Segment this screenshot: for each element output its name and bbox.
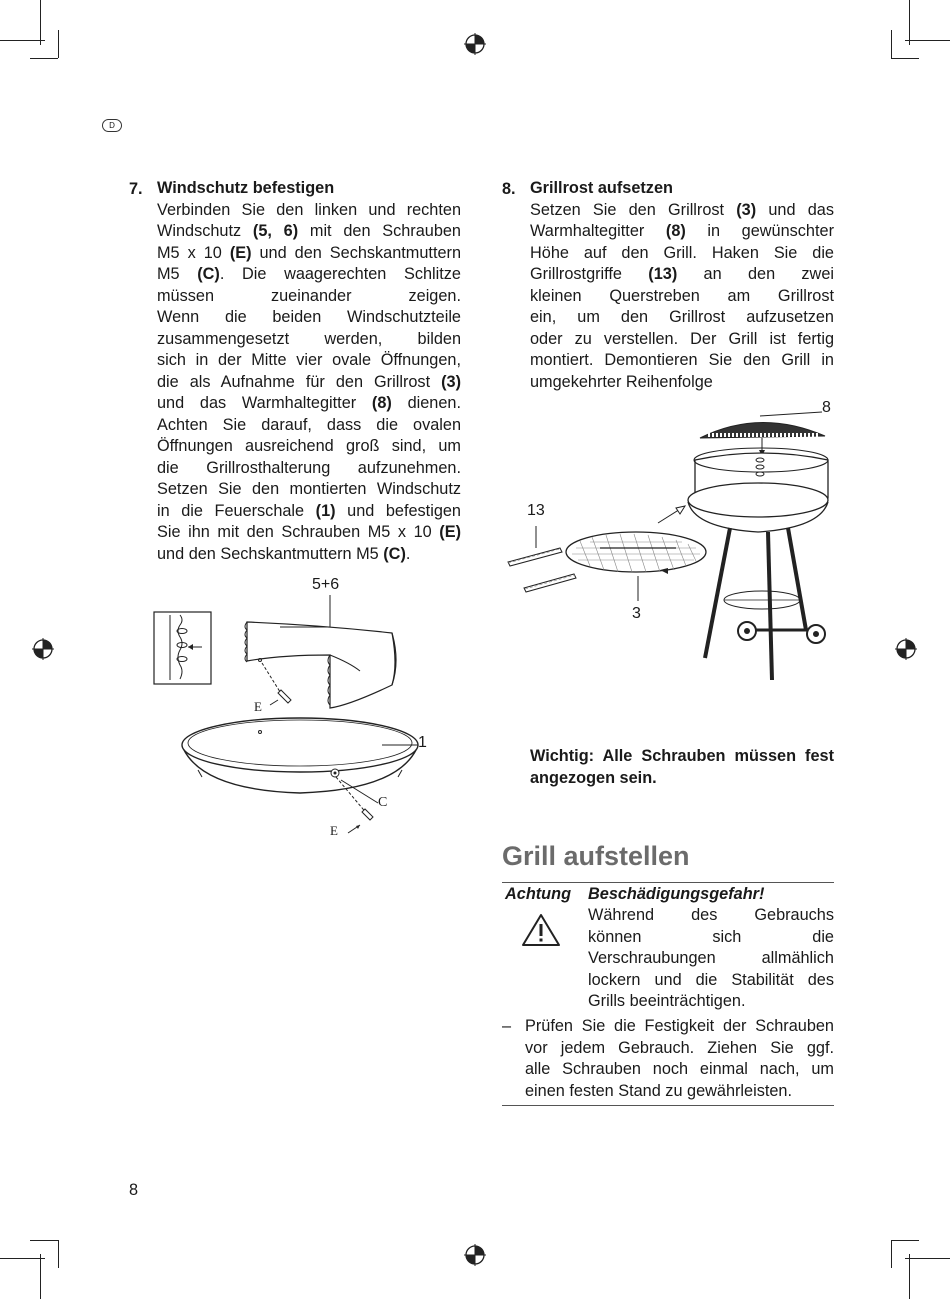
label-bowl: 1 (418, 734, 427, 751)
text-line: Setzen Sie den montierten Windschutz (157, 480, 461, 498)
step-8-number: 8. (502, 180, 516, 198)
text-line: müssen zueinander zeigen. (157, 286, 461, 305)
step-7-title: Windschutz befestigen (157, 179, 335, 197)
section-title: Grill aufstellen (502, 841, 690, 871)
text-line: Warmhaltegitter (8) in gewünschter (530, 222, 834, 240)
registration-mark-left (32, 638, 54, 660)
text-line: Verschraubungen allmählich (588, 949, 834, 967)
registration-mark-top (464, 33, 486, 55)
step-7-number: 7. (129, 180, 143, 198)
text-line: sich in der Mitte vier ovale Öffnungen, (157, 351, 461, 369)
text-line: Wenn die beiden Windschutzteile (157, 308, 461, 326)
warning-triangle-icon (520, 912, 562, 948)
warning-title: Beschädigungsgefahr! (588, 885, 765, 903)
text-line: die Grillrosthalterung aufzunehmen. (157, 458, 461, 477)
text-line: Setzen Sie den Grillrost (3) und das (530, 200, 834, 219)
text-line: Verbinden Sie den linken und rechten (157, 200, 461, 219)
text-line: zusammengesetzt werden, bilden (157, 329, 461, 348)
section-divider-top (502, 882, 834, 883)
text-line: lockern und die Stabilität des (588, 970, 834, 989)
label-screw-bottom: E (330, 823, 338, 838)
registration-mark-bottom (464, 1244, 486, 1266)
text-line: M5 (C). Die waagerechten Schlitze (157, 265, 461, 283)
text-line: kleinen Querstreben am Grillrost (530, 286, 834, 305)
label-windscreen: 5+6 (312, 576, 340, 593)
text-line: die als Aufnahme für den Grillrost (3) (157, 372, 461, 391)
text-line: Grillrostgriffe (13) an den zwei (530, 265, 834, 283)
bullet-text (525, 1016, 834, 1102)
warning-label: Achtung (505, 885, 572, 903)
text-line: alle Schrauben noch einmal nach, um (525, 1060, 834, 1078)
text-line: Höhe auf den Grill. Haken Sie die (530, 243, 834, 262)
section-divider-bottom (502, 1105, 834, 1106)
language-badge (102, 119, 122, 132)
grill-drawing (500, 398, 840, 683)
text-line: Grills beeinträchtigen. (588, 992, 746, 1010)
text-line: Öffnungen ausreichend groß sind, um (157, 437, 461, 455)
bullet-dash: – (502, 1017, 512, 1035)
text-line: Prüfen Sie die Festigkeit der Schrauben (525, 1017, 834, 1035)
text-line: und das Warmhaltegitter (8) dienen. (157, 394, 461, 412)
text-line: und den Sechskantmuttern M5 (C). (157, 544, 411, 563)
step-8 (530, 178, 834, 393)
text-line: ein, um den Grillrost aufzusetzen (530, 308, 834, 326)
step-7 (157, 178, 461, 565)
step-8-title: Grillrost aufsetzen (530, 179, 673, 197)
text-line: einen festen Stand zu gewährleisten. (525, 1081, 793, 1100)
text-line: in die Feuerschale (1) und befestigen (157, 501, 461, 520)
text-line: Achten Sie darauf, dass die ovalen (157, 415, 461, 434)
language-badge-text: D (109, 121, 115, 130)
text-line: Sie ihn mit den Schrauben M5 x 10 (E) (157, 523, 461, 541)
text-line: Während des Gebrauchs (588, 906, 834, 924)
step-7-body (157, 200, 461, 566)
step-8-body (530, 200, 834, 394)
registration-mark-right (895, 638, 917, 660)
text-line: montiert. Demontieren Sie den Grill in (530, 351, 834, 369)
text-line: M5 x 10 (E) und den Sechskantmuttern (157, 243, 461, 262)
figure-windscreen-assembly (150, 575, 450, 845)
text-line: können sich die (588, 927, 834, 946)
label-warming-rack: 8 (822, 399, 831, 416)
page-number: 8 (129, 1181, 139, 1199)
label-grate: 3 (632, 605, 641, 622)
text-line: umgekehrter Reihenfolge (530, 372, 713, 391)
text-line: oder zu verstellen. Der Grill ist fertig (530, 329, 834, 348)
warning-text (588, 905, 834, 1013)
figure-grill-assembly (500, 398, 840, 683)
windscreen-bowl-drawing (150, 575, 450, 845)
label-handles: 13 (527, 502, 545, 519)
important-note: Wichtig: Alle Schrauben müssen fest angezogen sein. (530, 747, 834, 787)
label-nut: C (378, 795, 388, 810)
text-line: vor jedem Gebrauch. Ziehen Sie ggf. (525, 1038, 834, 1057)
text-line: Windschutz (5, 6) mit den Schrauben (157, 222, 461, 240)
label-screw-top: E (254, 699, 262, 714)
